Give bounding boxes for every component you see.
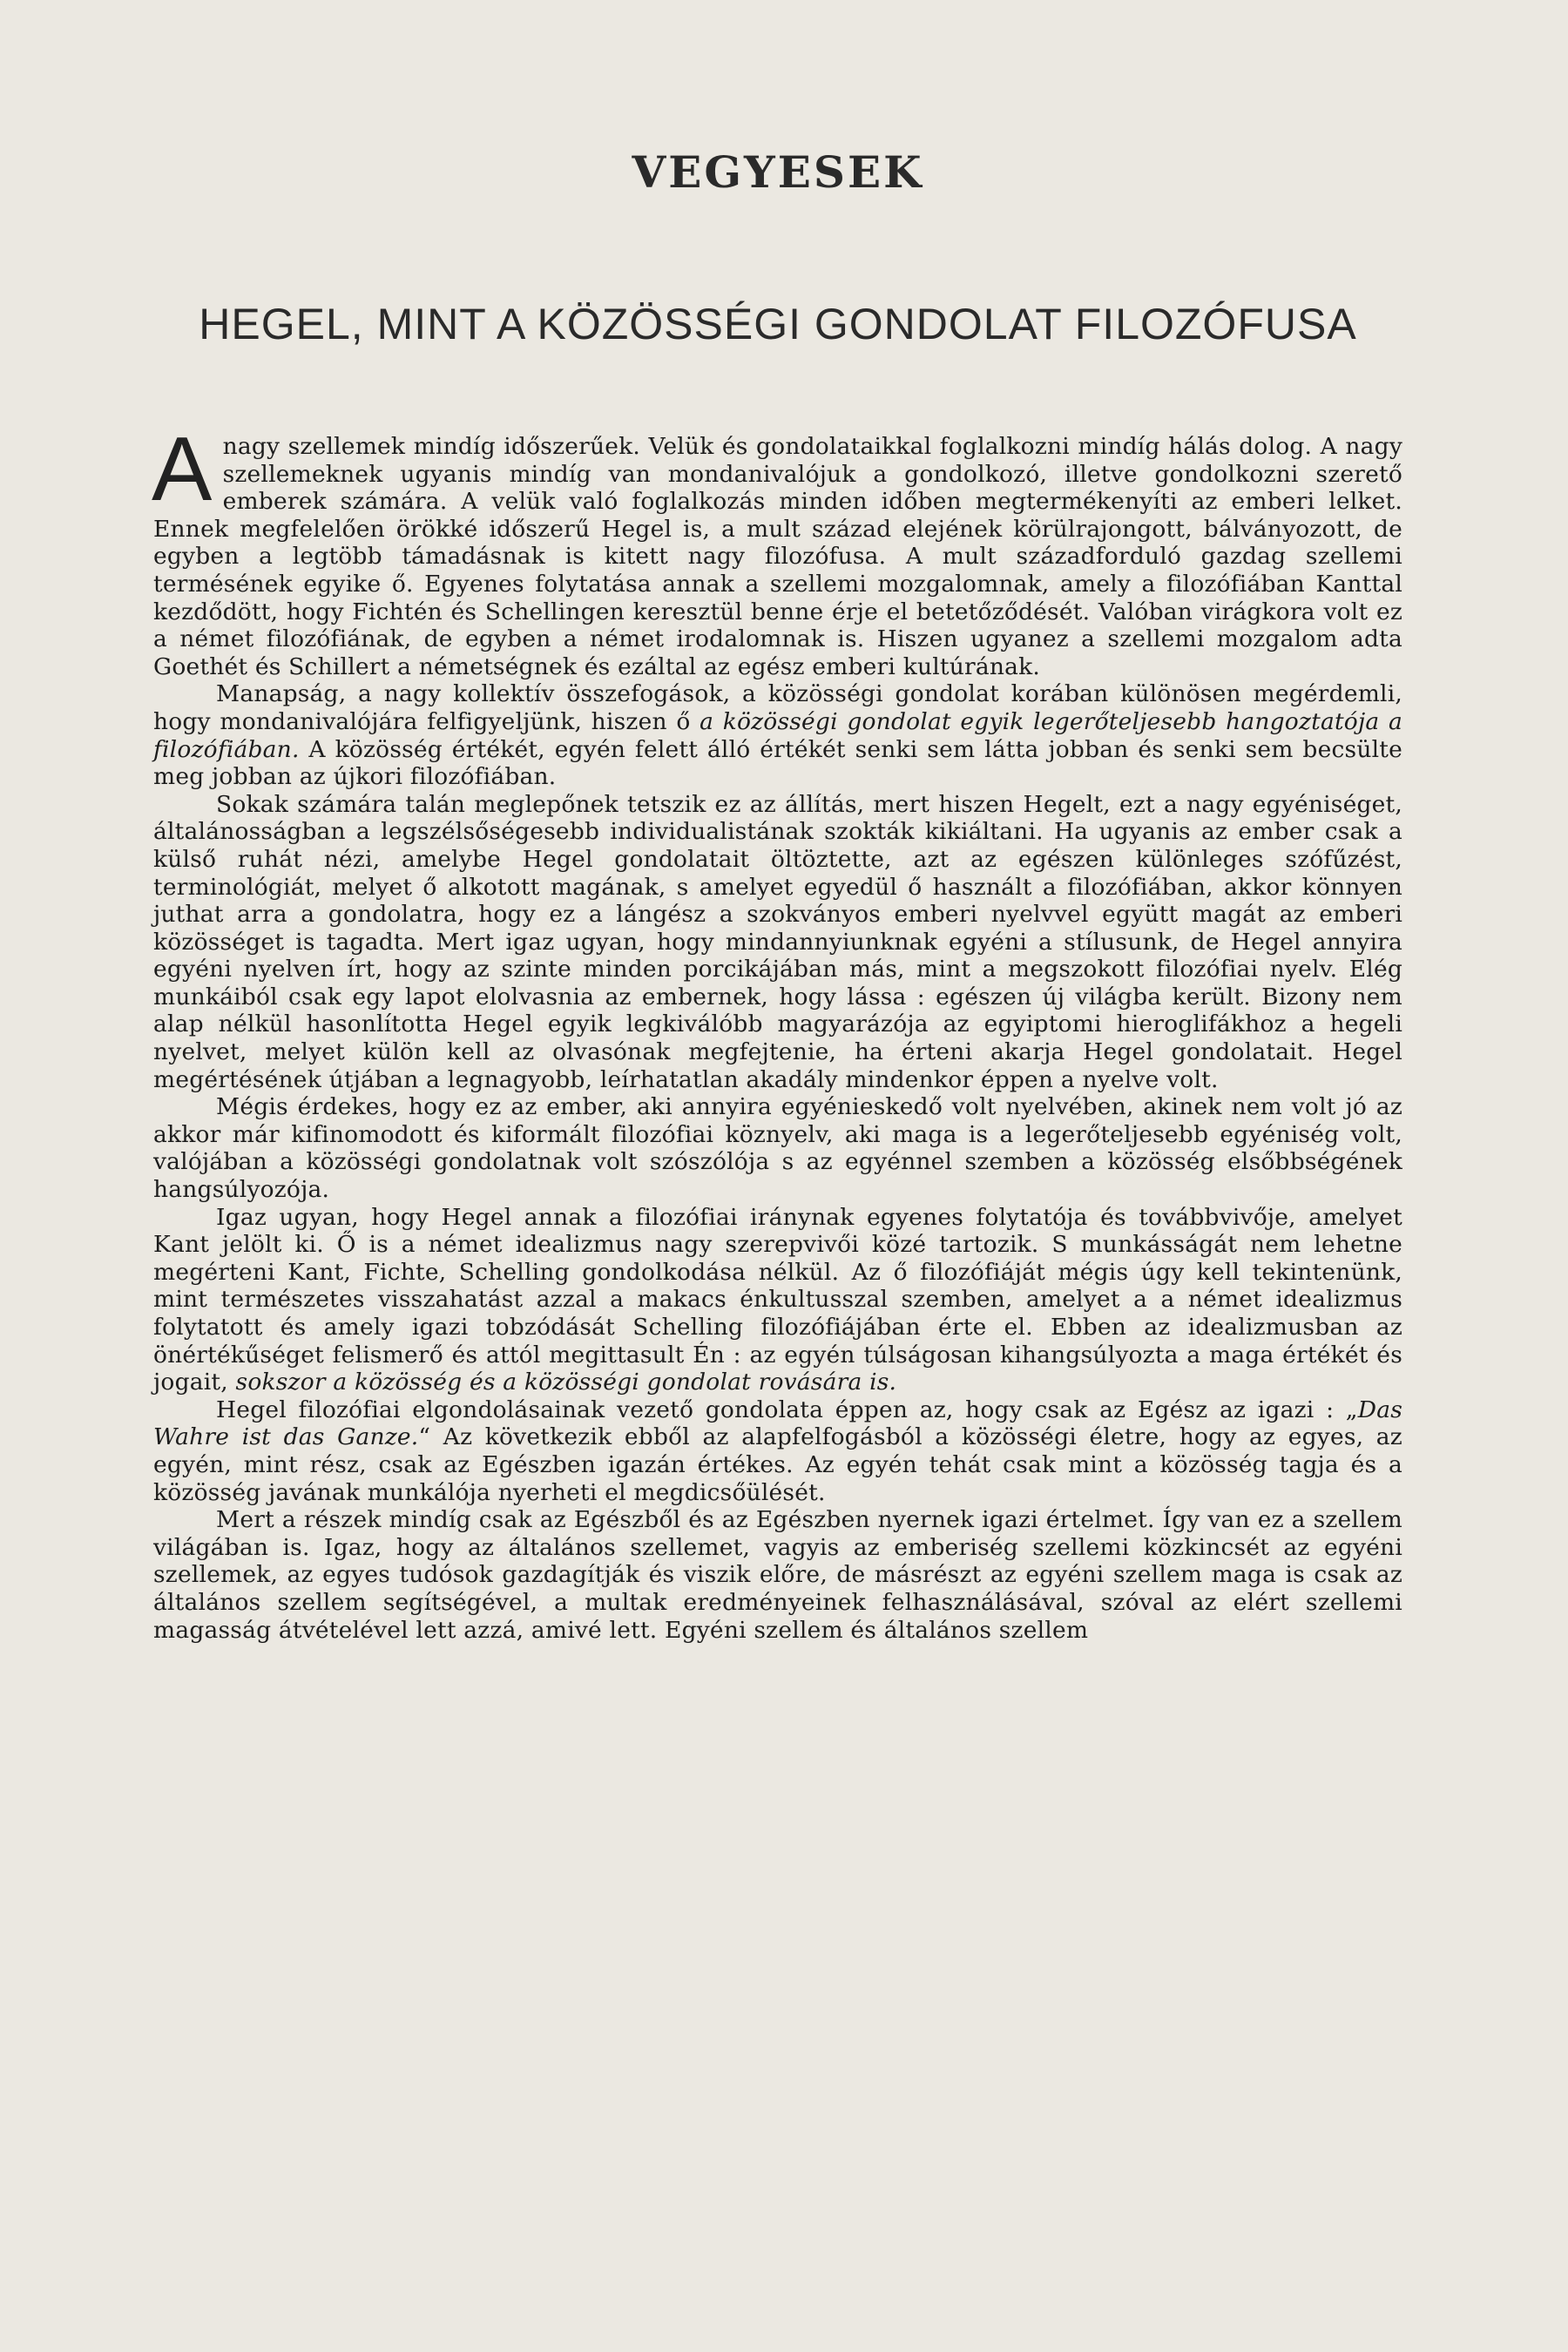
paragraph-text: Manapság, a nagy kollektív összefogások, a közösségi gondolat korában különösen megérdemli, hogy mondanivalójára felfigyeljünk, hiszen ő [153,680,1402,735]
paragraph-text: “ Az következik ebből az alapfelfogásból a közösségi életre, hogy az egyes, az egyén, mint rész, csak az Egészben igazán értékes. Az egyén tehát csak mint a közösség tagja és a közösség javának munkálója nyerheti el megdicsőülését. [153,1423,1402,1506]
paragraph-text: A közösség értékét, egyén felett álló értékét senki sem látta jobban és senki sem becsülte meg jobban az újkori filozófiában. [153,735,1402,791]
paragraph [153,1506,1402,1644]
paragraph [153,1093,1402,1203]
paragraph [153,791,1402,1094]
paragraph [153,680,1402,790]
paragraph-text: Hegel filozófiai elgondolásainak vezető gondolata éppen az, hogy csak az Egész az igazi : „ [216,1396,1358,1423]
emphasis-text: a közösségi gondolat egyik legerőteljesebb hangoztatója a filozófiában. [153,707,1402,763]
paragraph-text: Mert a részek mindíg csak az Egészből és az Egészben nyernek igazi értelmet. Így van ez a szellem világában is. Igaz, hogy az általános szellemet, vagyis az emberiség szellemi közkincsét az egyéni szellemek, az egyes tudósok gazdagítják és viszik előre, de másrészt az egyéni szellem maga is csak az általános szellem segítségével, a multak eredményeinek felhasználásával, szóval az elért szellemi magasság átvételével lett azzá, amivé lett. Egyéni szellem és általános szellem [153,1506,1402,1644]
paragraph [153,1396,1402,1506]
paragraph-text: Igaz ugyan, hogy Hegel annak a filozófiai iránynak egyenes folytatója és továbbvivője, amelyet Kant jelölt ki. Ő is a német idealizmus nagy szerepvivői közé tartozik. S munkásságát nem lehetne megérteni Kant, Fichte, Schelling gondolkodása nélkül. Az ő filozófiáját mégis úgy kell tekintenünk, mint természetes visszahatást azzal a makacs énkultusszal szemben, amelyet a a német idealizmus folytatott és amely igazi tobzódását Schelling filozófiájában érte el. Ebben az idealizmusban az önértékűséget felismerő és attól megittasult Én : az egyén túlságosan kihangsúlyozta a maga értékét és jogait, [153,1203,1402,1396]
section-title: VEGYESEK [632,146,924,198]
article-title: HEGEL, MINT A KÖZÖSSÉGI GONDOLAT FILOZÓFUSA [199,300,1357,348]
article-body [152,419,1402,1644]
paragraph-text: nagy szellemek mindíg időszerűek. Velük és gondolataikkal foglalkozni mindíg hálás dolog. A nagy szellemeknek ugyanis mindíg van mondanivalójuk a gondolkozó, illetve gondolkozni szerető emberek számára. A velük való foglalkozás minden időben megtermékenyíti az emberi lelket. Ennek megfelelően örökké időszerű Hegel is, a mult század elejének körülrajongott, bálványozott, de egyben a legtöbb támadásnak is kitett nagy filozófusa. A mult századforduló gazdag szellemi termésének egyike ő. Egyenes folytatása annak a szellemi mozgalomnak, amely a filozófiában Kanttal kezdődött, hogy Fichtén és Schellingen keresztül benne érje el betetőződését. Valóban virágkora volt ez a német filozófiának, de egyben a német irodalomnak is. Hiszen ugyanez a szellemi mozgalom adta Goethét és Schillert a németségnek és ezáltal az egész emberi kultúrának. [153,433,1402,680]
emphasis-text: Das Wahre ist das Ganze. [153,1396,1402,1451]
paragraph-text: Sokak számára talán meglepőnek tetszik ez az állítás, mert hiszen Hegelt, ezt a nagy egyéniséget, általánosságban a legszélsőségesebb individualistának szokták kikiáltani. Ha ugyanis az ember csak a külső ruhát nézi, amelybe Hegel gondolatait öltöztette, azt az egészen különleges szófűzést, terminológiát, melyet ő alkotott magának, s amelyet egyedül ő használt a filozófiában, akkor könnyen juthat arra a gondolatra, hogy ez a lángész a szokványos emberi nyelvvel együtt magát az emberi közösséget is tagadta. Mert igaz ugyan, hogy mindannyiunknak egyéni a stílusunk, de Hegel annyira egyéni nyelven írt, hogy az szinte minden porcikájában más, mint a megszokott filozófiai nyelv. Elég munkáiból csak egy lapot elolvasnia az embernek, hogy lássa : egészen új világba került. Bizony nem alap nélkül hasonlította Hegel egyik legkiválóbb magyarázója az egyiptomi hieroglifákhoz a hegeli nyelvet, melyet külön kell az olvasónak megfejtenie, ha érteni akarja Hegel gondolatait. Hegel megértésének útjában a legnagyobb, leírhatatlan akadály mindenkor éppen a nyelve volt. [153,790,1402,1093]
paragraph-text: Mégis érdekes, hogy ez az ember, aki annyira egyénieskedő volt nyelvében, akinek nem volt jó az akkor már kifinomodott és kiformált filozófiai köznyelv, aki maga is a legerőteljesebb egyéniség volt, valójában a közösségi gondolatnak volt szószólója s az egyénnel szemben a közösség elsőbbségének hangsúlyozója. [153,1093,1402,1204]
paragraph [152,419,1402,680]
paragraph [153,1204,1402,1396]
drop-cap: A [152,419,213,520]
emphasis-text: sokszor a közösség és a közösségi gondolat rovására is. [235,1369,897,1396]
